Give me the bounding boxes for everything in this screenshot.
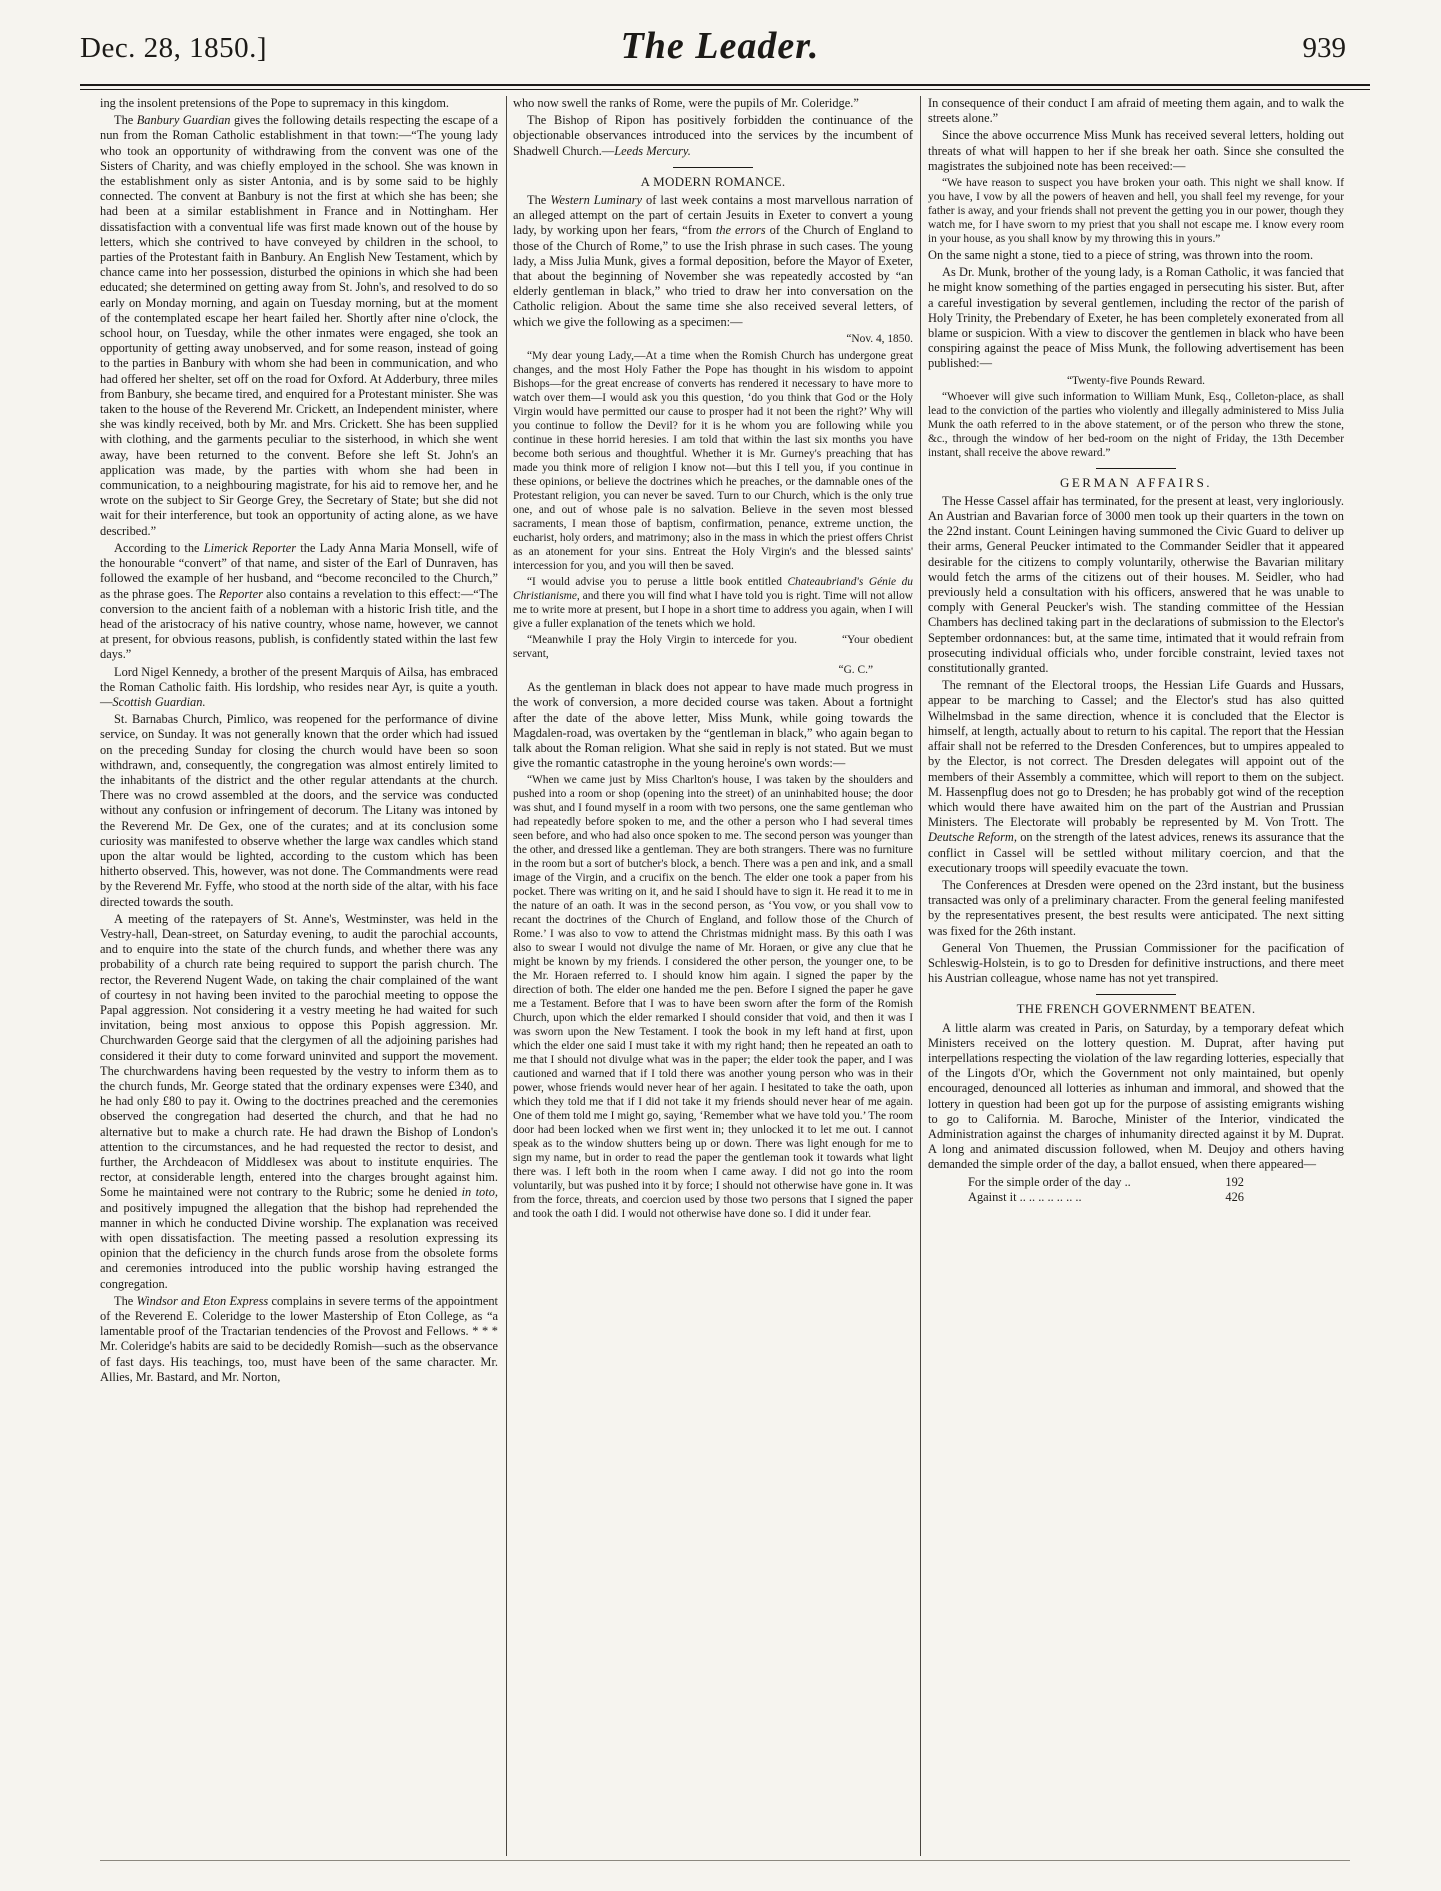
publication-name: Deutsche Reform, (928, 830, 1017, 845)
paragraph-catastrophe: As the gentleman in black does not appear to have made much progress in the work of conversion, a more decided course was taken. About a fortnight after the date of the above letter, Miss Munk, while going towards the Magdalen-road, was overtaken by the “gentleman in black,” who again began to talk about the Roman religion. What she said in reply is not stated. But we must give the romantic catastrophe in the young heroine's own words:— (513, 680, 913, 771)
paragraph-text: The (114, 1293, 134, 1308)
paragraph-text: The (527, 193, 547, 208)
column-3 (928, 96, 1344, 1851)
newspaper-title: The Leader. (620, 25, 820, 67)
paragraph: Since the above occurrence Miss Munk has received several letters, holding out threats of what will happen to her if she break her oath. Since she consulted the magistrates the subjoined note has been received:— (928, 128, 1344, 173)
masthead (80, 24, 1360, 74)
paragraph-st-barnabas: St. Barnabas Church, Pimlico, was reopened for the performance of divine service, on Sunday. It was not generally known that the order which had issued on the preceding Sunday for closing the church would have been so soon withdrawn, and, consequently, the congregation was almost entirely limited to the inhabitants of the district and the other regular attendants at the church. There was no crowd assembled at the doors, and the service was conducted without any confusion or infringement of decorum. The Litany was intoned by the Reverend Mr. De Gex, one of the curates; and at its conclusion some curiosity was manifested to observe whether the large wax candles which stand upon the altar would be lighted, according to the custom which has been hitherto observed. This, however, was not done. The Commandments were read by the Reverend Mr. Fyffe, who stood at the north side of the altar, with his face directed towards the south. (100, 712, 498, 909)
paragraph-limerick (100, 541, 498, 663)
paragraph-text: According to the (114, 540, 200, 555)
paragraph: ing the insolent pretensions of the Pope to supremacy in this kingdom. (100, 96, 449, 110)
paragraph: A little alarm was created in Paris, on Saturday, by a temporary defeat which Ministers received on the lottery question. M. Duprat, after having put interpellations respecting the violation of the law regarding lotteries, especially that of the Lingots d'Or, which the Government not only maintained, but openly encouraged, denounced all lotteries as inhuman and immoral, and showed that the lottery in question had been got up for the purpose of assisting emigrants wishing to go to California. M. Baroche, Minister of the Interior, vindicated the Administration against the charges of inhumanity directed against it by M. Duprat. A long and animated discussion followed, when M. Deujoy and others having demanded the simple order of the day, a ballot ensued, when there appeared— (928, 1020, 1344, 1172)
paragraph-kennedy (100, 665, 498, 711)
letter-paragraph: “My dear young Lady,—At a time when the Romish Church has undergone great changes, and the most Holy Father the Pope has thought in his wisdom to appoint Bishops—for the great encrease of converts has rendered it necessary to have more to watch over them—I would ask you this question, ‘do you think that God or the Holy Virgin would have permitted our cause to prosper had it not been the right?’ Why will you continue to follow the Devil? for it is he whom you are following while you continue in these horrid heresies. I am told that within the last six months you have become both serious and thoughtful. Whether it is Mr. Gurney's preaching that has made you think more of religion I know not—but this I tell you, if you continue in these opinions, or believe the doctrines which he preaches, or the damnable ones of the Protestant religion, you can never be saved. Turn to our Church, which is the only true one, and out of whose pale is no salvation. Believe in the seven most blessed sacraments, I mean those of baptism, confirmation, penance, extreme unction, the eucharist, holy orders, and matrimony; also in the mass in which the priest offers Christ as an atonement for your sins. Entreat the Holy Virgin's and the blessed saints' intercession for you, and you will then be saved. (513, 350, 913, 573)
paragraph-text: the Lady Anna Maria Monsell, wife of the honourable “convert” of that name, and sister of the Earl of Dunraven, has followed the example of her husband, and “become reconciled to the Church,” as the phrase goes. The (100, 540, 498, 601)
publication-name: Western Luminary (550, 193, 642, 208)
column-1 (100, 96, 498, 1851)
paragraph-text: The Bishop of Ripon has positively forbidden the continuance of the objectionable observances introduced into the services by the incumbent of Shadwell Church.— (513, 113, 913, 158)
article-heading-french-government: THE FRENCH GOVERNMENT BEATEN. (1016, 1001, 1256, 1017)
section-rule (673, 167, 753, 168)
paragraph (928, 678, 1344, 876)
publication-name: Banbury Guardian (136, 113, 231, 128)
reward-advertisement: “Whoever will give such information to William Munk, Esq., Colleton-place, as shall lead to the conviction of the parties who violently and illegally administered to Miss Julia Munk the oath referred to in the above statement, or of the person who threw the stone, &c., through the window of her bed-room on the night of Friday, the 13th December instant, shall receive the above reward.” (928, 390, 1344, 459)
paragraph-western-luminary (513, 193, 913, 330)
vote-value: 426 (1225, 1189, 1244, 1204)
column-divider-1 (506, 96, 507, 1856)
vote-label: For the simple order of the day .. (968, 1174, 1131, 1189)
article-heading-modern-romance: A MODERN ROMANCE. (640, 173, 786, 189)
paragraph-text: and there you will find what I have told you is right. Time will not allow me to write more at present, but I hope in a short time to address you again, when I will give a fuller explanation of the tenets which we hold. (513, 590, 913, 631)
publication-name: Windsor and Eton Express (136, 1293, 269, 1308)
source-credit: Leeds Mercury. (614, 143, 691, 158)
paragraph-windsor (100, 1294, 498, 1385)
letter-closing: “Meanwhile I pray the Holy Virgin to intercede for you. “Your obedient servant, (513, 634, 916, 661)
paragraph-text: of last week contains a most marvellous narration of an alleged attempt on the part of certain Jesuits in Exeter to convert a young lady, by working upon her fears, “from (513, 193, 913, 238)
paragraph-text: also contains a revelation to this effect:—“The conversion to the ancient faith of a nobleman with a historic Irish title, and the head of the aristocracy of his native country, whose name, however, we cannot at present, for obvious reasons, publish, is confidently stated within the last few days.” (100, 586, 498, 662)
paragraph-text: A meeting of the ratepayers of St. Anne's, Westminster, was held in the Vestry-hall, Dean-street, on Saturday evening, to audit the parochial accounts, and to enquire into the state of the church funds, and whether there was any probability of a church rate being required to support the parish church. The rector, the Reverend Nugent Wade, on taking the chair complained of the want of courtesy in not having been invited to the parochial meeting to oppose the Papal aggression. Not considering it a vestry meeting he had waited for such invitation, being most anxious to oppose this Popish aggression. Mr. Churchwarden George said that the clergymen of all the adjoining parishes had considered it their duty to come forward uninvited and support the movement. The churchwardens having been requested by the vestry to inform them as to the church funds, Mr. George stated that the ordinary expenses were £340, and he had only £80 to pay it. Owing to the doctrines preached and the ceremonies observed the congregation had deserted the church, and that he had no alternative but to make a church rate. He had drawn the Bishop of London's attention to the circumstances, and he had requested the rector to desist, and further, the Archdeacon of Middlesex was about to institute enquiries. The rector, at considerable length, entered into the charges brought against him. Some he maintained were not contrary to the Rubric; some he denied (100, 911, 498, 1200)
paragraph-text: gives the following details respecting the escape of a nun from the Roman Catholic establishment in that town:—“The young lady who took an opportunity of withdrawing from the convent was one of the Sisters of Charity, and was chiefly employed in the school. She was known in the establishment only as sister Antonia, and is by some said to be highly connected. The convent at Banbury is not the first at which she has been; she had been at a similar establishment in France and in Nottingham. Her dissatisfaction with a conventual life was first made known out of the house by letters, which she contrived to have conveyed by children in the school, to parties of the Protestant faith in Banbury. An English New Testament, which by chance came into her possession, disturbed the opinions in which she had been educated; she determined on getting away from St. John's, and resolved to do so early on Monday morning, and again on Tuesday morning, but at the moment of the contemplated escape her heart failed her. Shortly after nine o'clock, the school hour, on Tuesday, while the other inmates were engaged, she took an opportunity of getting away unobserved, and for some reason, instead of going to the parties in Banbury with whom she had been in communication, and who had offered her shelter, set off on the road for Oxford. At Adderbury, three miles from Banbury, she became tired, and enquired for a Protestant minister. She was taken to the house of the Reverend Mr. Crickett, an Independent minister, where she was kindly received, both by Mr. and Mrs. Crickett. She has been supplied with clothing, and the garments peculiar to the sisterhood, in which she went away, have been returned to the convent. Before she left St. John's an application was made, by the parties with whom she had been in communication, to a neighbouring magistrate, for his aid to remove her, and he wrote on the subject to Sir George Grey, the Secretary of State; but she did not wait for their interference, but took an opportunity of acting alone, as we have described.” (100, 113, 498, 538)
section-rule (1096, 994, 1176, 995)
deposition-paragraph: “When we came just by Miss Charlton's house, I was taken by the shoulders and pushed into a room or shop (opening into the street) of an uninhabited house; the door was shut, and I found myself in a room with two persons, one the same gentleman who had repeatedly before spoken to me, and the other a person who I had several times seen before, and who had also once spoken to me. The second person was younger than the other, and dressed like a gentleman. They are both strangers. There was no furniture in the room but a sort of butcher's block, a bench. There was a pen and ink, and a small image of the Virgin, and a crucifix on the bench. The elder one took a paper from his pocket. There was writing on it, and he said I should have to sign it. He read it to me in the nature of an oath. It was in the second person, as ‘You vow, or you shall vow to recant the doctrines of the Church of England, and follow those of the Church of Rome.’ I was also to vow to attend the Christmas midnight mass. By this oath I was also to swear I would not divulge the name of Mr. Horaen, or give any clue that he might be known by my friends. I considered the other person, the younger one, to be the Mr. Horaen referred to. I should know him again. I signed the paper by the direction of both. The elder one handed me the pen. Before I signed the paper he gave me a Testament. Before that I was to have been sworn after the form of the Romish Church, upon which the elder remarked I should consider that void, and then it was I was sworn upon the New Testament. I took the book in my left hand at first, upon which the elder one said I must take it with my right hand; then he repeated an oath to me that I should not divulge what was in the paper; the elder took the paper, and I was cautioned and warned that if I told there was another young person who was in their power, whose friends would never hear of her again. I hesitated to take the oath, upon which they told me that if I did not take it my friends should never hear of me again. One of them told me I might go, saying, ‘Remember what we have told you.’ The room door had been locked when we first went in; they unlocked it to let me out. I cannot speak as to the window shutters being up or down. There was light enough for me to sign my name, but in order to read the paper the gentleman took it towards what light there was. I left both in the room when I came away. I did not go into the room voluntarily, but was pushed into it by force; I should not otherwise have gone in. It was from the force, threats, and coercion used by those two persons that I signed the paper and took the oath I did. I would not otherwise have done so. I did it under fear. (513, 774, 913, 1221)
paragraph: In consequence of their conduct I am afraid of meeting them again, and to walk the streets alone.” (928, 96, 1344, 126)
masthead-rule (80, 84, 1370, 86)
letter-date: “Nov. 4, 1850. (846, 332, 913, 345)
section-rule (1096, 468, 1176, 469)
page-bottom-rule (100, 1860, 1350, 1861)
paragraph: On the same night a stone, tied to a piece of string, was thrown into the room. (928, 248, 1314, 263)
letter-paragraph (513, 575, 913, 631)
vote-value: 192 (1225, 1174, 1244, 1189)
paragraph: The Hesse Cassel affair has terminated, for the present at least, very ingloriously. An Austrian and Bavarian force of 3000 men took up their quarters in the town on the 22nd instant. Count Leiningen having summoned the Civic Guard to deliver up their arms, General Peucker intimated to the Commander Seidler that it appeared desirable for the citizens to comply voluntarily, otherwise the Bavarian military would fetch the arms of the citizens out of their houses. M. Seidler, who had previously held a consultation with his officers, answered that he was unable to comply with General Peucker's wish. The standing committee of the Hessian Chambers has declined taking part in the declarations of submission to the Elector's September ordonnances: but, at the same time, intimated that it would refrain from prosecuting individual officials who, under forcible constraint, levied taxes not constitutionally granted. (928, 493, 1344, 676)
paragraph-text: complains in severe terms of the appointment of the Reverend E. Coleridge to the lower Mastership of Eton College, as “a lamentable proof of the Tractarian tendencies of the Provost and Fellows. * * * Mr. Coleridge's habits are said to be decidedly Romish—such as the observance of fast days. His teachings, too, must have been of the same character. Mr. Allies, Mr. Bastard, and Mr. Norton, (100, 1293, 498, 1384)
paragraph-text: Lord Nigel Kennedy, a brother of the present Marquis of Ailsa, has embraced the Roman Catholic faith. His lordship, who resides near Ayr, is quite a youth.— (100, 664, 498, 709)
letter-signature: “G. C.” (838, 664, 873, 677)
paragraph: As Dr. Munk, brother of the young lady, is a Roman Catholic, it was fancied that he might know something of the parties engaged in persecuting his sister. But, after a careful investigation by several gentlemen, including the rector of the parish of Holy Trinity, the Prebendary of Exeter, he has been completely exonerated from all blame or suspicion. With a view to discover the gentlemen in black who have been conspiring against the peace of Miss Munk, the following advertisement has been published:— (928, 265, 1344, 371)
publication-name: Limerick Reporter (203, 540, 297, 555)
paragraph-text: The remnant of the Electoral troops, the Hessian Life Guards and Hussars, appear to be marching to Cassel; and the Elector's stud has also quitted Wilhelmsbad in the same direction, whence it is concluded that the Elector is himself, at length, actually about to return to his capital. The report that the Hessian affair shall not be referred to the Dresden Conferences, but to umpires appealed to by the Elector, is not correct. The Dresden delegates will appoint out of the members of their Assembly a committee, which will report to them on the subject. M. Hassenpflug does not go to Dresden; he has probably got wind of the reception which would there have awaited him on the part of the Austrian and Prussian Ministers. The Electorate will probably be represented by M. Von Trott. The (928, 678, 1344, 830)
italic-phrase: in toto, (461, 1185, 498, 1200)
paragraph: who now swell the ranks of Rome, were the pupils of Mr. Coleridge.” (513, 96, 859, 110)
threat-note: “We have reason to suspect you have broken your oath. This night we shall know. If you have, I vow by all the powers of heaven and hell, you shall feel my revenge, for your father is away, and your friends shall not prevent the getting you in our power, though they watch me, for I have sworn to my priest that you shall not escape me. I know every room in your house, as you shall know by my throwing this in yours.” (928, 177, 1344, 246)
paragraph: The Conferences at Dresden were opened on the 23rd instant, but the business transacted was only of a preliminary character. From the general feeling manifested by the representatives present, the best results were anticipated. The next sitting was fixed for the 26th instant. (928, 877, 1344, 938)
paragraph-text: “I would advise you to peruse a little book entitled (527, 576, 782, 589)
paragraph-st-annes (100, 912, 498, 1292)
paragraph-ripon (513, 113, 913, 159)
article-heading-german-affairs: GERMAN AFFAIRS. (1059, 474, 1213, 490)
page-number: 939 (1302, 32, 1346, 64)
vote-row-against (928, 1190, 1344, 1205)
vote-row-for (928, 1175, 1344, 1190)
vote-label: Against it .. .. .. .. .. .. .. (968, 1189, 1082, 1204)
paragraph-banbury: The Banbury Guardian gives the following details respecting the escape of a nun from the Roman Catholic establishment in that town:—“The young lady who took an opportunity of withdrawing from the convent was one of the Sisters of Charity, and was chiefly employed in the school. She was known in the establishment only as sister Antonia, and is by some said to be highly connected. The convent at Banbury is not the first at which she has been; she had been at a similar establishment in France and in Nottingham. Her dissatisfaction with a conventual life was first made known out of the house by letters, which she contrived to have conveyed by children in the school, to parties of the Protestant faith in Banbury. An English New Testament, which by chance came into her possession, disturbed the opinions in which she had been educated; she determined on getting away from St. John's, and resolved to do so early on Monday morning, and again on Tuesday morning, but at the moment of the contemplated escape her heart failed her. Shortly after nine o'clock, the school hour, on Tuesday, while the other inmates were engaged, she took an opportunity of getting away unobserved, and for some reason, instead of going to the parties in Banbury with whom she had been in communication, and who had offered her shelter, set off on the road for Oxford. At Adderbury, three miles from Banbury, she became tired, and enquired for a Protestant minister. She was taken to the house of the Reverend Mr. Crickett, an Independent minister, where she was kindly received, both by Mr. and Mrs. Crickett. She has been supplied with clothing, and the garments peculiar to the sisterhood, in which she went away, have been returned to the convent. Before she left St. John's an application was made, by the parties with whom she had been in communication, to a neighbouring magistrate, for his aid to remove her, and he wrote on the subject to Sir George Grey, the Secretary of State; but she did not wait for their interference, but took an opportunity of acting alone, as we have described.” (100, 113, 498, 538)
paragraph-text: of the Church of England to those of the Church of Rome,” to use the Irish phrase in such cases. The young lady, a Miss Julia Munk, gives a formal deposition, before the Mayor of Exeter, that about the beginning of November she was repeatedly accosted by “an elderly gentleman in black,” who tried to draw her into conversation on the Catholic religion. About the same time she also received several letters, of which we give the following as a specimen:— (513, 223, 913, 329)
masthead-rule-thin (80, 89, 1370, 90)
paragraph-text: on the strength of the latest advices, renews its assurance that the conflict in Cassel will be settled without military coercion, and that the executionary troops will speedily evacuate the town. (928, 830, 1344, 875)
paragraph-text: and positively impugned the allegation that the bishop had reprehended the manner in which he conducted Divine worship. The explanation was received with open dissatisfaction. The meeting passed a resolution expressing its opinion that the deficiency in the church funds arose from the obsolete forms and ceremonies introduced into the public worship having estranged the congregation. (100, 1200, 498, 1291)
column-2 (513, 96, 916, 1851)
book-title: Chateaubriand's Génie du Christianisme, (513, 576, 913, 603)
paragraph: General Von Thuemen, the Prussian Commissioner for the pacification of Schleswig-Holstein, is to go to Dresden for definitive instructions, and there meet his Austrian colleague, whose name has not yet transpired. (928, 940, 1344, 986)
reward-title: “Twenty-five Pounds Reward. (1066, 374, 1206, 387)
issue-date: Dec. 28, 1850.] (80, 32, 268, 64)
column-divider-2 (920, 96, 921, 1856)
italic-phrase: the errors (715, 223, 766, 238)
publication-name: Reporter (218, 586, 263, 601)
source-credit: Scottish Guardian. (112, 694, 206, 709)
